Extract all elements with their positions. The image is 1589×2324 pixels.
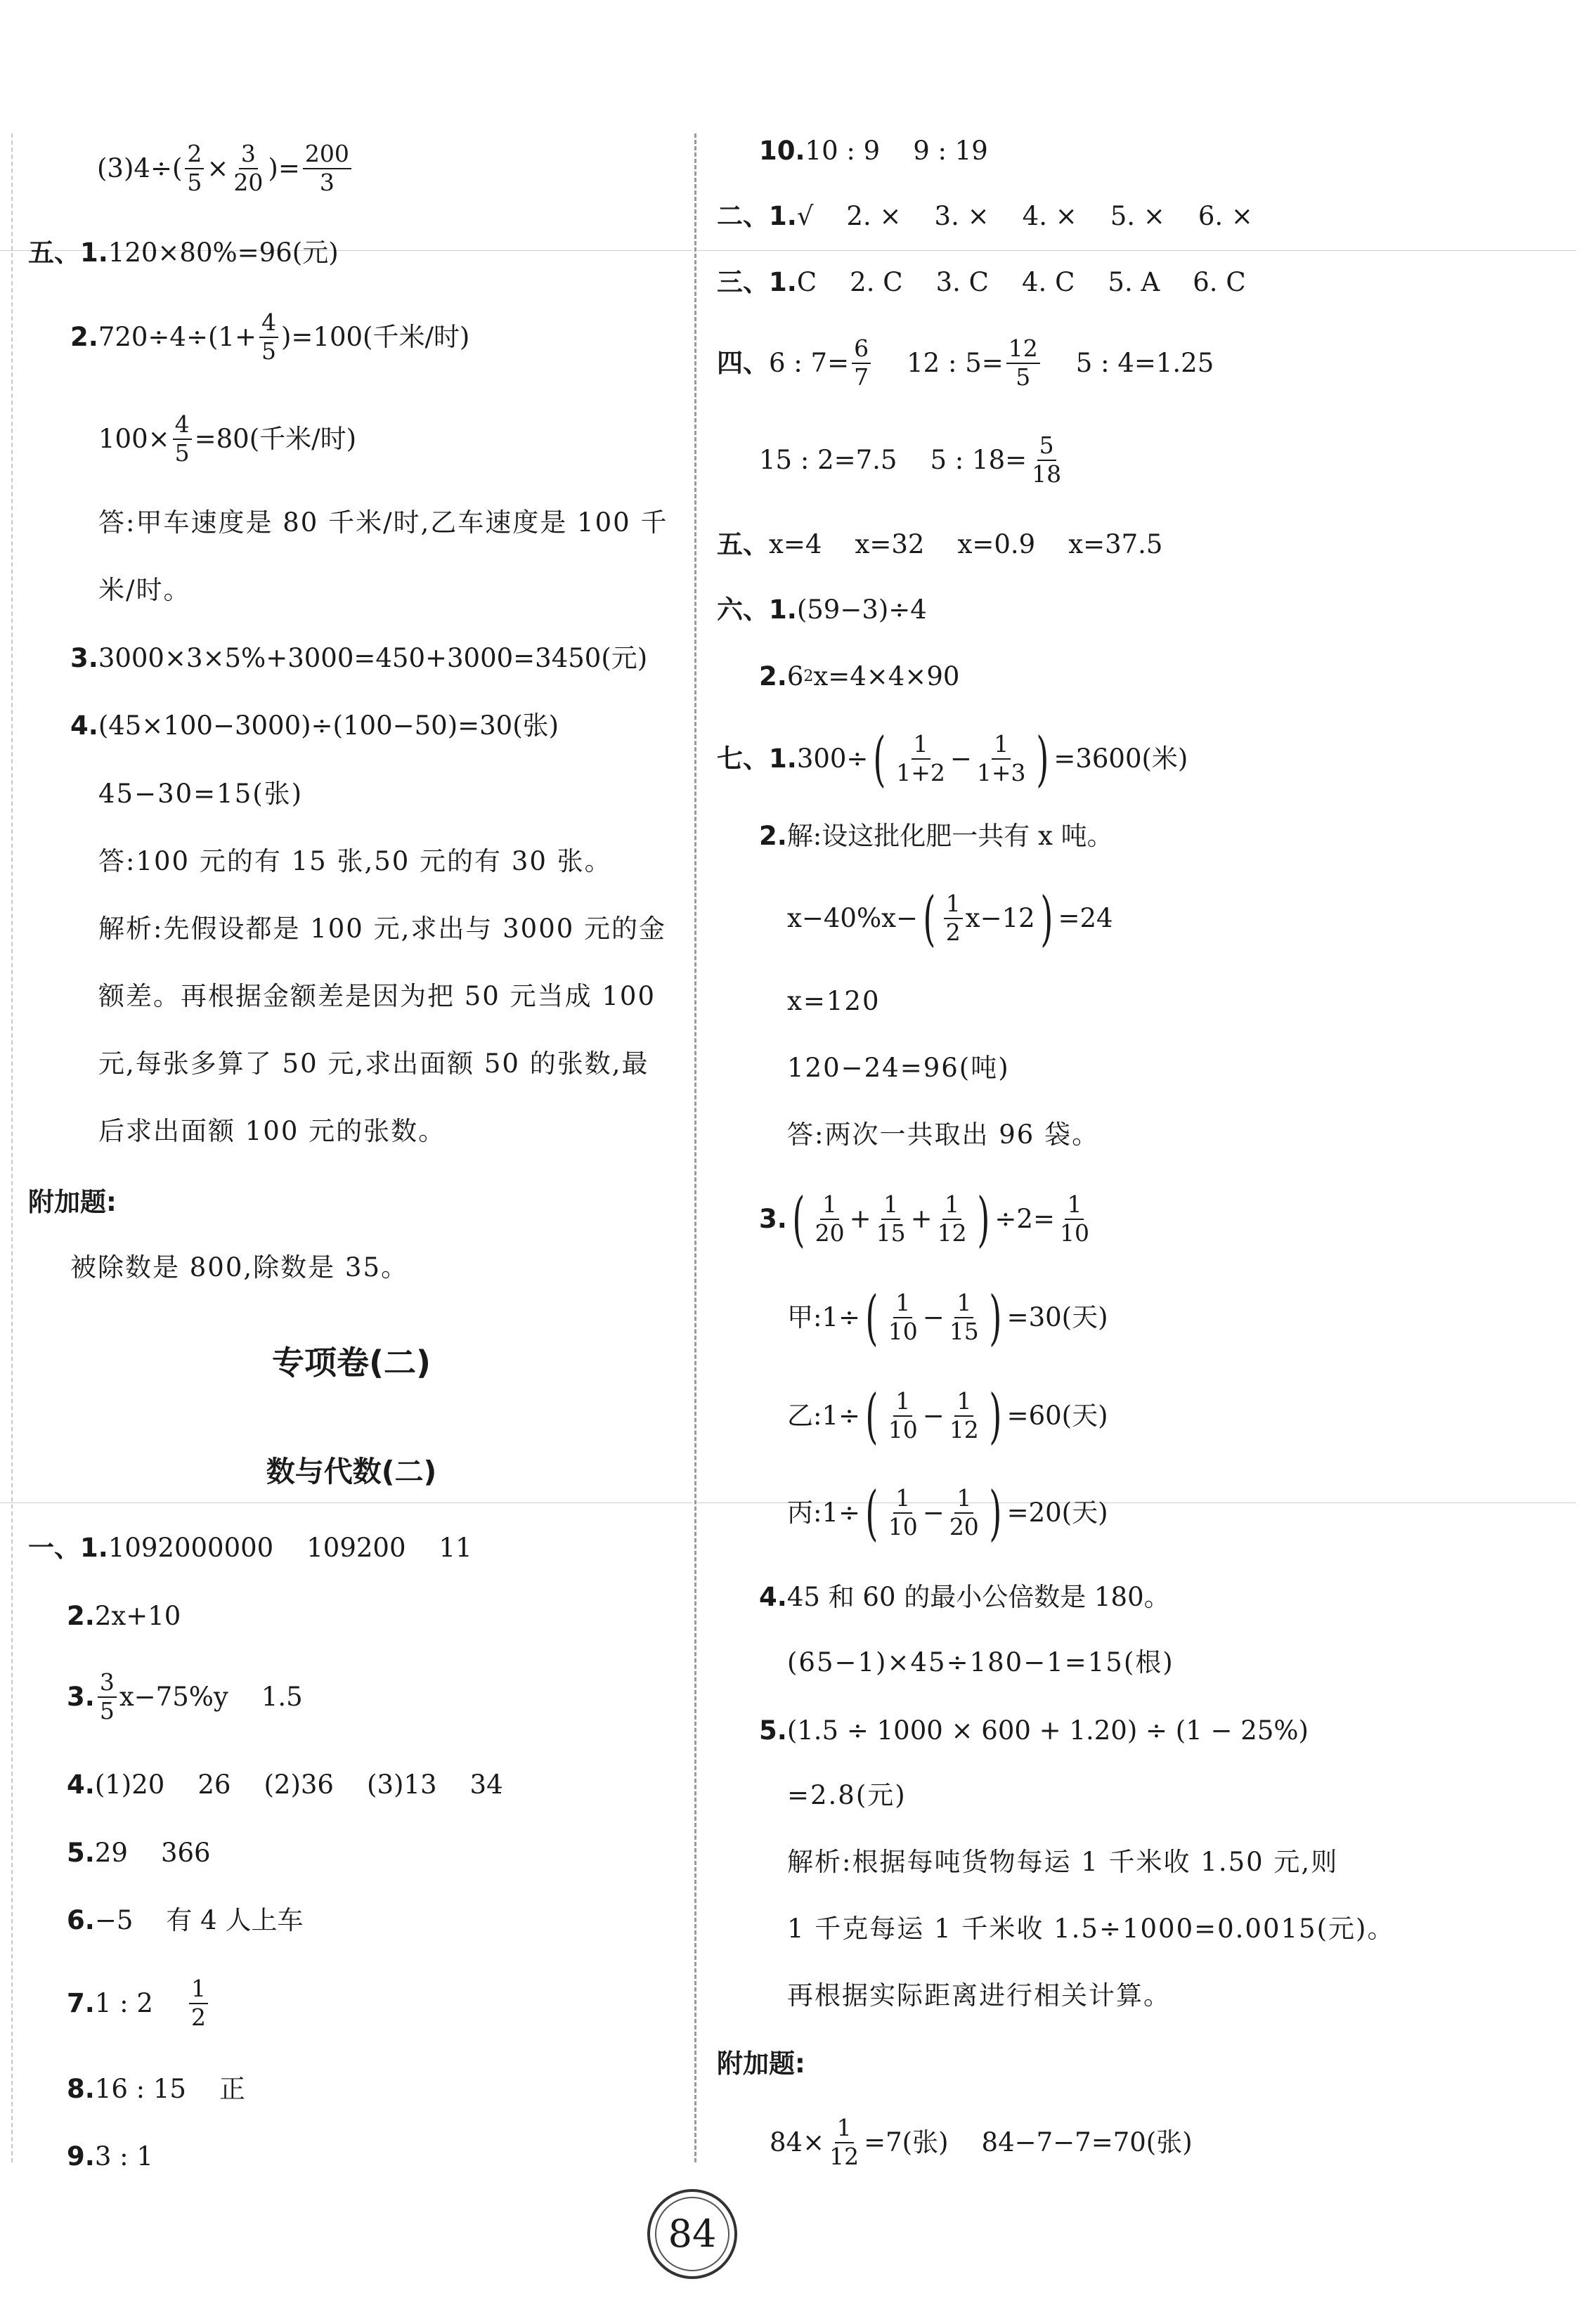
fraction: $\frac{1}{1+2}$: [896, 730, 945, 786]
page-number: 84: [655, 2197, 729, 2271]
answer-line: 2. 解:设这批化肥一共有 x 吨。: [759, 820, 1113, 851]
answer-line: (3)4÷( $\frac{2}{5}$ × $\frac{3}{20}$ )= $\frac{200}{3}$: [97, 137, 354, 200]
fraction: $\frac{1}{2}$: [944, 892, 963, 944]
answer-text: 答:100 元的有 15 张,50 元的有 30 张。: [98, 846, 612, 876]
answer-text: 120−24=96(吨): [787, 1053, 1010, 1083]
analysis-text: 再根据实际距离进行相关计算。: [787, 1980, 1171, 2011]
answer-line: 9. 3 : 1: [67, 2141, 153, 2172]
fraction: $\frac{12}{5}$: [1006, 337, 1040, 389]
answer-line: 8. 16 : 15 正: [67, 2073, 246, 2104]
answer-line: 一、1. 1092000000 109200 11: [28, 1532, 472, 1563]
answer-line: 3. $\frac{3}{5}$ x−75%y 1.5: [67, 1668, 303, 1725]
answer-line: 4. 45 和 60 的最小公倍数是 180。: [759, 1581, 1170, 1612]
answer-line: 七、1. 300÷ ( $\frac{1}{1+2}$ − $\frac{1}{1+3}$ ) =3600(米): [717, 725, 1188, 793]
fraction: $\frac{1}{10}$: [888, 1289, 918, 1345]
analysis-text: 元,每张多算了 50 元,求出面额 50 的张数,最: [98, 1049, 649, 1079]
analysis-text: 1 千克每运 1 千米收 1.5÷1000=0.0015(元)。: [787, 1914, 1395, 1944]
answer-line: 3. 3000×3×5%+3000=450+3000=3450(元): [70, 642, 648, 673]
answer-line: 4. (45×100−3000)÷(100−50)=30(张): [70, 710, 559, 741]
bonus-label: 附加题:: [717, 2048, 805, 2079]
answer-line: 乙:1÷ ( $\frac{1}{10}$ − $\frac{1}{12}$ ) =60(天): [787, 1382, 1108, 1450]
fraction: $\frac{1}{10}$: [888, 1387, 918, 1443]
analysis-text: 解析:先假设都是 100 元,求出与 3000 元的金: [98, 914, 667, 944]
fraction: $\frac{1}{12}$: [829, 2114, 860, 2170]
fraction: $\frac{4}{5}$: [259, 311, 278, 363]
answer-line: 甲:1÷ ( $\frac{1}{10}$ − $\frac{1}{15}$ ) =30(天): [787, 1283, 1108, 1352]
analysis-text: 额差。再根据金额差是因为把 50 元当成 100: [98, 981, 656, 1011]
fraction: $\frac{3}{20}$: [233, 140, 264, 196]
answer-line: 84× $\frac{1}{12}$ =7(张) 84−7−7=70(张): [770, 2114, 1193, 2170]
answer-line: 2. 720÷4÷(1+ $\frac{4}{5}$ )=100(千米/时): [70, 309, 470, 365]
answer-text: (65−1)×45÷180−1=15(根): [787, 1647, 1174, 1677]
answer-text: 米/时。: [98, 575, 191, 605]
answer-line: 3. ( $\frac{1}{20}$ + $\frac{1}{15}$ + $\frac{1}{12}$ ) ÷2= $\frac{1}{10}$: [759, 1188, 1094, 1251]
fraction: $\frac{2}{5}$: [185, 142, 204, 195]
answer-line: 5. (1.5 ÷ 1000 × 600 + 1.20) ÷ (1 − 25%): [759, 1715, 1309, 1746]
fraction: $\frac{1}{15}$: [876, 1190, 906, 1247]
answer-line: 五、1. 120×80%=96(元): [28, 237, 339, 268]
answer-text: 答:两次一共取出 96 袋。: [787, 1119, 1100, 1150]
answer-line: 丙:1÷ ( $\frac{1}{10}$ − $\frac{1}{20}$ ) =20(天): [787, 1479, 1108, 1547]
bonus-label: 附加题:: [28, 1186, 117, 1217]
fraction: $\frac{1}{12}$: [949, 1387, 979, 1443]
answer-line: 6. −5 有 4 人上车: [67, 1904, 304, 1935]
fraction: $\frac{3}{5}$: [98, 1670, 117, 1723]
answer-line: 四、 6 : 7= $\frac{6}{7}$ 12 : 5= $\frac{12}{5}$ 5 : 4=1.25: [717, 335, 1214, 391]
answer-text: =2.8(元): [787, 1780, 907, 1810]
answer-line: 2. 2x+10: [67, 1600, 181, 1631]
bonus-text: 被除数是 800,除数是 35。: [70, 1252, 408, 1283]
fraction: $\frac{200}{3}$: [303, 142, 351, 195]
answer-line: 2. 6 2 x=4×4×90: [759, 661, 960, 692]
left-margin-line: [11, 134, 13, 2162]
answer-line: 六、1. (59−3)÷4: [717, 594, 927, 625]
answer-line: 100× $\frac{4}{5}$ =80(千米/时): [98, 410, 357, 467]
fraction: $\frac{1}{20}$: [949, 1484, 979, 1540]
page-number-badge: [647, 2189, 737, 2279]
fraction: $\frac{1}{10}$: [1059, 1190, 1089, 1247]
answer-line: 4. (1)20 26 (2)36 (3)13 34: [67, 1769, 503, 1800]
answer-line: x−40%x− ( $\frac{1}{2}$ x−12 ) =24: [787, 884, 1113, 953]
horizontal-rule: [0, 1502, 692, 1503]
column-divider: [694, 134, 696, 2162]
analysis-text: 解析:根据每吨货物每运 1 千米收 1.50 元,则: [787, 1847, 1339, 1877]
fraction: $\frac{5}{18}$: [1032, 431, 1062, 488]
fraction: $\frac{1}{15}$: [949, 1289, 979, 1345]
answer-line: 二、1. √ 2. × 3. × 4. × 5. × 6. ×: [717, 200, 1253, 231]
fraction: $\frac{1}{10}$: [888, 1484, 918, 1540]
fraction: $\frac{4}{5}$: [173, 413, 192, 465]
answer-line: 5. 29 366: [67, 1837, 211, 1868]
answer-line: 三、1. C 2. C 3. C 4. C 5. A 6. C: [717, 266, 1246, 297]
fraction: $\frac{1}{12}$: [937, 1190, 967, 1247]
section-subtitle: 数与代数(二): [266, 1455, 437, 1488]
answer-text: 答:甲车速度是 80 千米/时,乙车速度是 100 千: [98, 507, 668, 538]
answer-line: 15 : 2=7.5 5 : 18= $\frac{5}{18}$: [759, 429, 1066, 492]
answer-line: 五、 x=4 x=32 x=0.9 x=37.5: [717, 528, 1163, 559]
section-title: 专项卷(二): [271, 1344, 432, 1382]
answer-line: 10. 10 : 9 9 : 19: [759, 135, 988, 166]
answer-line: 7. 1 : 2 $\frac{1}{2}$: [67, 1972, 211, 2035]
horizontal-rule: [697, 250, 1576, 251]
fraction: $\frac{1}{20}$: [815, 1190, 845, 1247]
analysis-text: 后求出面额 100 元的张数。: [98, 1116, 446, 1146]
answer-text: 45−30=15(张): [98, 779, 304, 809]
answer-text: x=120: [787, 986, 881, 1016]
fraction: $\frac{1}{2}$: [189, 1977, 208, 2030]
fraction: $\frac{1}{1+3}$: [976, 730, 1026, 786]
fraction: $\frac{6}{7}$: [852, 337, 871, 389]
